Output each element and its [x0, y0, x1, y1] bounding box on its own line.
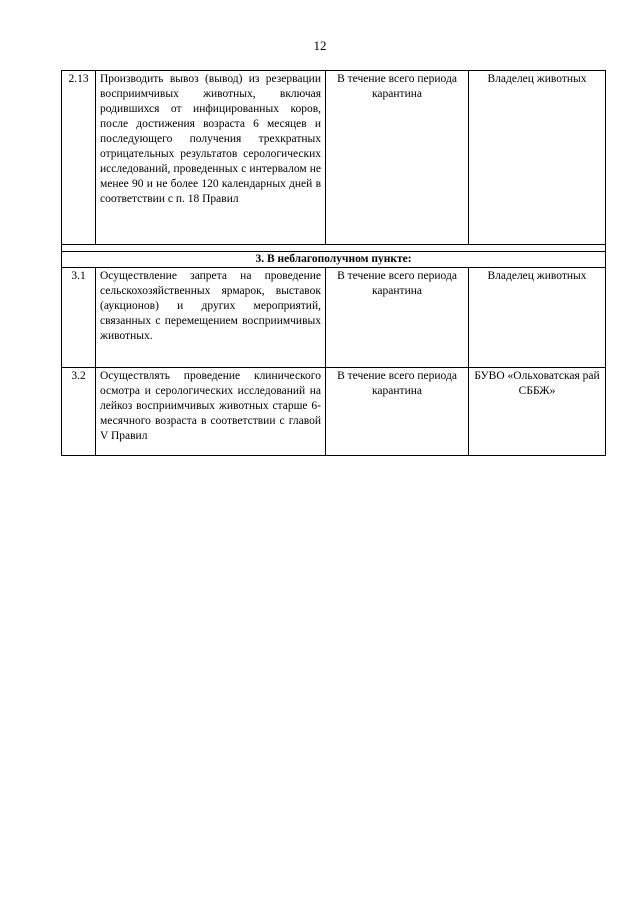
row-action: Производить вывоз (вывод) из резервации восприимчивых животных, включая родившихся от инфицированных коров, после достижения возраста 6 месяцев и последующего получения трехкратных отрицательных результатов серологических исследований, проведенных с интервалом не менее 90 и не более 120 календарных дней в соответствии с п. 18 Правил [96, 71, 326, 245]
row-action: Осуществление запрета на проведение сельскохозяйственных ярмарок, выставок (аукционов) и других мероприятий, связанных с перемещением восприимчивых животных. [96, 268, 326, 368]
row-term: В течение всего периода карантина [326, 71, 469, 245]
row-gap [62, 245, 606, 252]
row-number: 2.13 [62, 71, 96, 245]
measures-table [61, 70, 606, 456]
section-header-row [62, 252, 606, 268]
table-row [62, 268, 606, 368]
row-number: 3.2 [62, 368, 96, 456]
section-title: 3. В неблагополучном пункте: [62, 252, 606, 268]
row-term: В течение всего периода карантина [326, 268, 469, 368]
row-responsible: БУВО «Ольховатская рай СББЖ» [469, 368, 606, 456]
row-responsible: Владелец животных [469, 71, 606, 245]
row-term: В течение всего периода карантина [326, 368, 469, 456]
table-row [62, 368, 606, 456]
gap-cell [62, 245, 606, 252]
page-number: 12 [313, 38, 327, 53]
row-number: 3.1 [62, 268, 96, 368]
row-responsible: Владелец животных [469, 268, 606, 368]
table-row [62, 71, 606, 245]
row-action: Осуществлять проведение клинического осмотра и серологических исследований на лейкоз восприимчивых животных старше 6-месячного возраста в соответствии с главой V Правил [96, 368, 326, 456]
